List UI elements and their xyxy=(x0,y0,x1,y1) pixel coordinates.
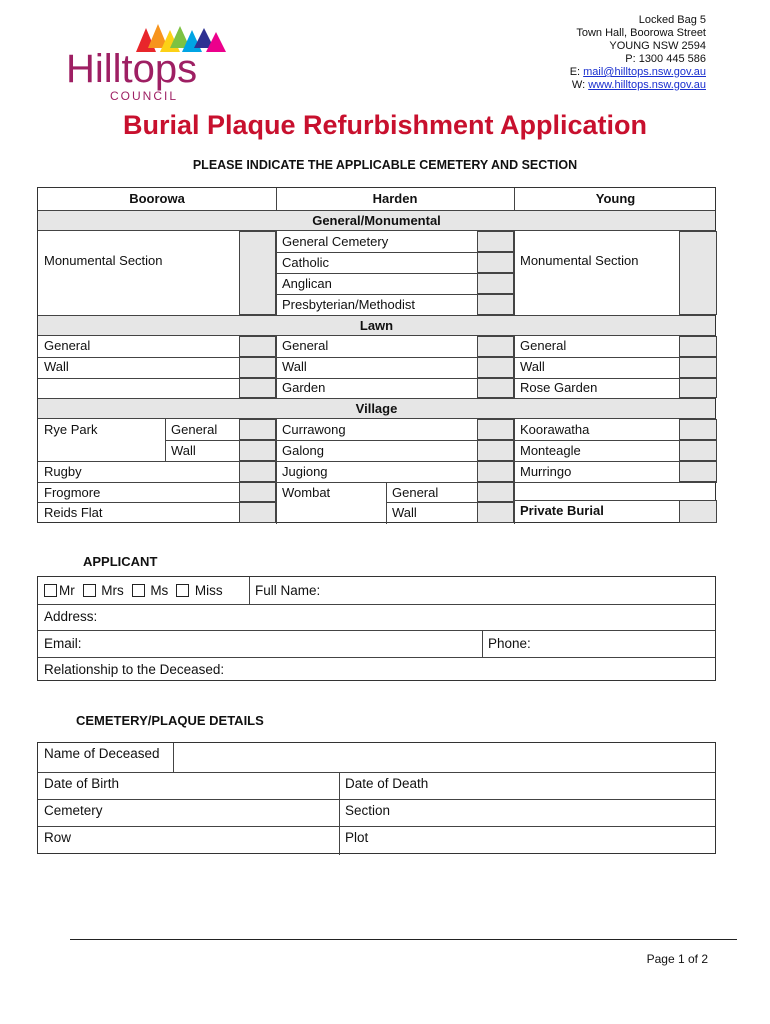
checkbox-young-monumental[interactable] xyxy=(679,231,717,315)
checkbox-young-lawn-wall[interactable] xyxy=(679,357,717,378)
checkbox-ms[interactable] xyxy=(132,584,145,597)
harden-general-cemetery: General Cemetery xyxy=(282,234,389,249)
name-of-deceased-field[interactable] xyxy=(173,743,716,772)
label-ms: Ms xyxy=(150,583,169,598)
boorowa-reids-flat: Reids Flat xyxy=(44,505,103,520)
checkbox-boorowa-lawn-wall[interactable] xyxy=(239,357,276,378)
page-title: Burial Plaque Refurbishment Application xyxy=(122,110,648,140)
header-boorowa: Boorowa xyxy=(129,191,185,206)
email-link[interactable]: mail@hilltops.nsw.gov.au xyxy=(583,66,706,78)
row-field[interactable]: Row xyxy=(44,830,72,845)
band-village: Village xyxy=(355,401,398,416)
young-private-burial: Private Burial xyxy=(520,503,604,518)
checkbox-young-lawn-rose-garden[interactable] xyxy=(679,378,717,398)
web-link[interactable]: www.hilltops.nsw.gov.au xyxy=(588,79,706,91)
harden-catholic: Catholic xyxy=(282,255,329,270)
address-line-2: Town Hall, Boorowa Street xyxy=(576,27,706,39)
header-harden: Harden xyxy=(372,191,418,206)
plaque-details-form xyxy=(37,742,716,854)
section-field[interactable]: Section xyxy=(345,803,391,818)
young-lawn-wall: Wall xyxy=(520,359,545,374)
checkbox-galong[interactable] xyxy=(477,440,514,461)
checkbox-currawong[interactable] xyxy=(477,419,514,440)
boorowa-rugby: Rugby xyxy=(44,464,82,479)
checkbox-frogmore[interactable] xyxy=(239,482,276,502)
checkbox-young-lawn-general[interactable] xyxy=(679,336,717,357)
boorowa-frogmore: Frogmore xyxy=(44,485,101,500)
harden-galong: Galong xyxy=(282,443,324,458)
checkbox-harden-lawn-wall[interactable] xyxy=(477,357,514,378)
rye-park-general: General xyxy=(171,422,218,437)
checkbox-rye-park-wall[interactable] xyxy=(239,440,276,461)
checkbox-private-burial[interactable] xyxy=(679,500,717,523)
checkbox-harden-catholic[interactable] xyxy=(477,252,514,273)
harden-currawong: Currawong xyxy=(282,422,346,437)
footer-rule xyxy=(70,939,737,940)
checkbox-rye-park-general[interactable] xyxy=(239,419,276,440)
checkbox-mrs[interactable] xyxy=(83,584,96,597)
harden-lawn-garden: Garden xyxy=(282,380,326,395)
address-web-row: W: www.hilltops.nsw.gov.au xyxy=(571,79,706,91)
plot-field[interactable]: Plot xyxy=(345,830,369,845)
label-mr: Mr xyxy=(59,583,75,598)
checkbox-boorowa-lawn-empty[interactable] xyxy=(239,378,276,398)
page-number: Page 1 of 2 xyxy=(646,952,708,966)
address-line-3: YOUNG NSW 2594 xyxy=(609,40,706,52)
young-monumental-section: Monumental Section xyxy=(520,253,639,268)
label-mrs: Mrs xyxy=(101,583,124,598)
boorowa-lawn-general: General xyxy=(44,338,91,353)
band-lawn: Lawn xyxy=(359,318,394,333)
harden-wombat: Wombat xyxy=(282,485,331,500)
rye-park-wall: Wall xyxy=(171,443,196,458)
label-miss: Miss xyxy=(194,583,223,598)
band-general-monumental: General/Monumental xyxy=(312,213,441,228)
checkbox-jugiong[interactable] xyxy=(477,461,514,482)
checkbox-boorowa-lawn-general[interactable] xyxy=(239,336,276,357)
checkbox-monteagle[interactable] xyxy=(679,440,717,461)
council-address xyxy=(570,14,706,92)
checkbox-mr[interactable] xyxy=(44,584,57,597)
cemetery-section-grid xyxy=(37,187,716,523)
address-field[interactable]: Address: xyxy=(44,609,98,624)
address-phone: P: 1300 445 586 xyxy=(625,53,706,65)
cemetery-field[interactable]: Cemetery xyxy=(44,803,103,818)
hilltops-council-logo xyxy=(64,22,240,106)
checkbox-rugby[interactable] xyxy=(239,461,276,482)
harden-jugiong: Jugiong xyxy=(282,464,328,479)
email-field[interactable]: Email: xyxy=(44,636,82,651)
young-koorawatha: Koorawatha xyxy=(520,422,590,437)
boorowa-lawn-wall: Wall xyxy=(44,359,69,374)
checkbox-harden-lawn-general[interactable] xyxy=(477,336,514,357)
address-line-1: Locked Bag 5 xyxy=(638,14,706,26)
date-of-death-field[interactable]: Date of Death xyxy=(345,776,429,791)
boorowa-rye-park: Rye Park xyxy=(44,422,98,437)
logo-subtitle: COUNCIL xyxy=(110,89,179,103)
wombat-general: General xyxy=(392,485,439,500)
full-name-field[interactable]: Full Name: xyxy=(255,583,321,598)
harden-lawn-wall: Wall xyxy=(282,359,307,374)
young-monteagle: Monteagle xyxy=(520,443,581,458)
young-murringo: Murringo xyxy=(520,464,572,479)
address-email-row: E: mail@hilltops.nsw.gov.au xyxy=(569,66,706,78)
applicant-heading: APPLICANT xyxy=(83,554,158,569)
wombat-wall: Wall xyxy=(392,505,417,520)
checkbox-harden-anglican[interactable] xyxy=(477,273,514,294)
checkbox-miss[interactable] xyxy=(176,584,189,597)
young-lawn-rose-garden: Rose Garden xyxy=(520,380,598,395)
name-of-deceased-label: Name of Deceased xyxy=(44,746,160,761)
checkbox-wombat-general[interactable] xyxy=(477,482,514,502)
harden-presbyterian-methodist: Presbyterian/Methodist xyxy=(282,297,415,312)
section-instruction: PLEASE INDICATE THE APPLICABLE CEMETERY AND SECTION xyxy=(192,158,578,172)
checkbox-harden-presbyterian[interactable] xyxy=(477,294,514,315)
details-heading: CEMETERY/PLAQUE DETAILS xyxy=(76,713,264,728)
checkbox-koorawatha[interactable] xyxy=(679,419,717,440)
relationship-field[interactable]: Relationship to the Deceased: xyxy=(44,662,225,677)
checkbox-harden-lawn-garden[interactable] xyxy=(477,378,514,398)
harden-anglican: Anglican xyxy=(282,276,332,291)
title-options xyxy=(38,578,223,604)
checkbox-boorowa-monumental[interactable] xyxy=(239,231,276,315)
checkbox-harden-general-cemetery[interactable] xyxy=(477,231,514,252)
checkbox-wombat-wall[interactable] xyxy=(477,502,514,523)
boorowa-monumental-section: Monumental Section xyxy=(44,253,163,268)
logo-wordmark: Hilltops xyxy=(66,47,198,91)
checkbox-murringo[interactable] xyxy=(679,461,717,482)
phone-field[interactable]: Phone: xyxy=(488,636,531,651)
header-young: Young xyxy=(595,191,636,206)
checkbox-reids-flat[interactable] xyxy=(239,502,276,523)
date-of-birth-field[interactable]: Date of Birth xyxy=(44,776,120,791)
harden-lawn-general: General xyxy=(282,338,329,353)
young-lawn-general: General xyxy=(520,338,567,353)
applicant-form xyxy=(37,576,716,681)
